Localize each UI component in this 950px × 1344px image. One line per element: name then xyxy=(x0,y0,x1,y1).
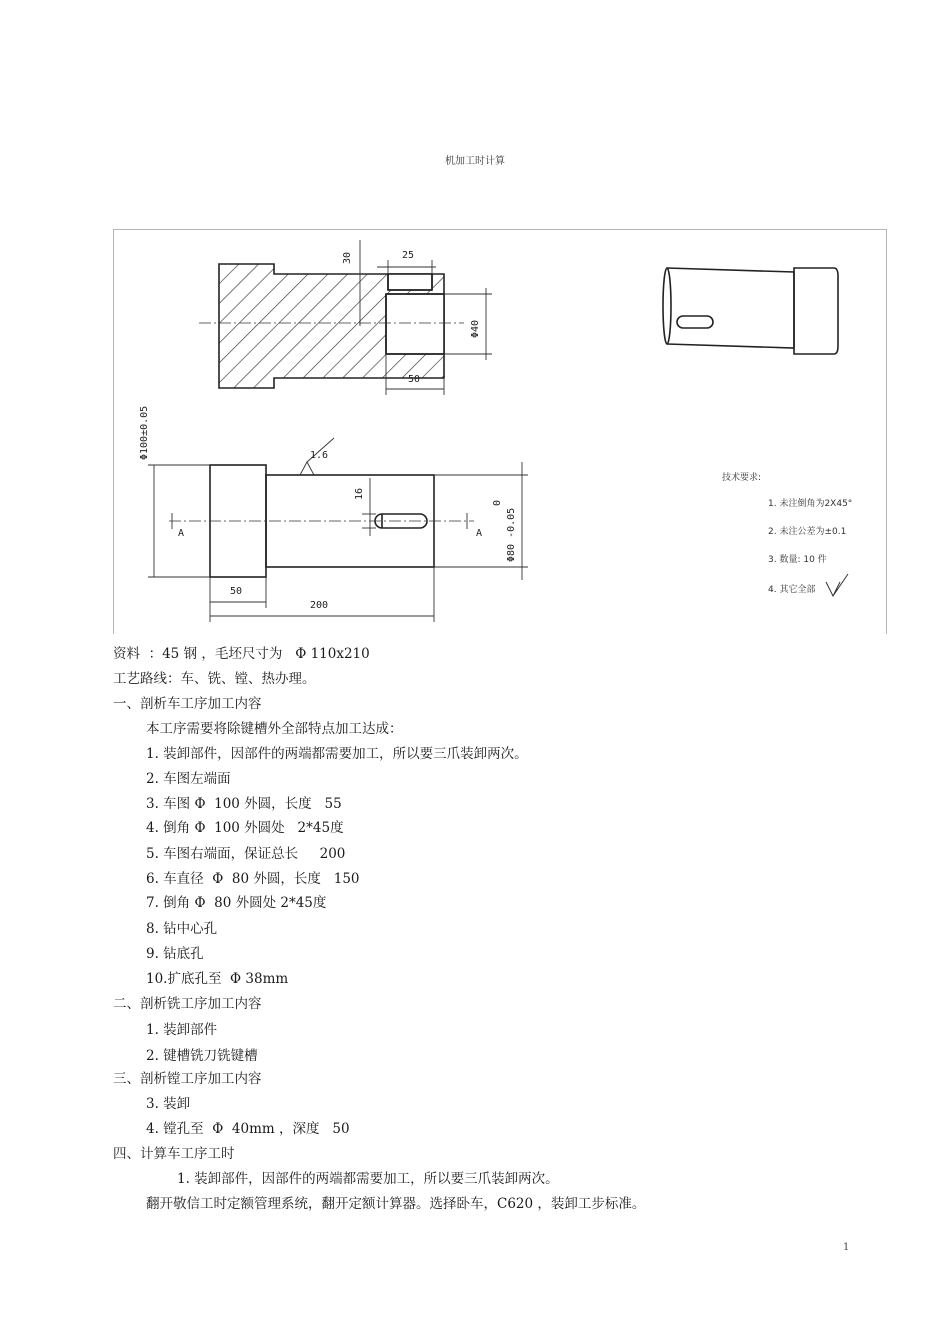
section-1-intro: 本工序需要将除键槽外全部特点加工达成： xyxy=(146,721,403,737)
list-item: 3. 装卸 xyxy=(146,1096,191,1112)
dim-200: 200 xyxy=(310,600,329,611)
section-3-heading: 三、剖析镗工序加工内容 xyxy=(113,1071,262,1087)
drawing-canvas xyxy=(114,230,886,634)
dim-50-top: 50 xyxy=(408,374,421,385)
dim-phi80-tol: 0 xyxy=(492,499,503,506)
list-item: 7. 倒角 Φ 80 外圆处 2*45度 xyxy=(146,895,327,911)
dim-phi40: Φ40 xyxy=(470,319,481,338)
page-title: 机加工时计算 xyxy=(445,156,505,167)
list-item: 2. 车图左端面 xyxy=(146,771,231,787)
list-item: 1. 装卸部件，因部件的两端都需要加工，所以要三爪装卸两次。 xyxy=(146,746,528,762)
front-dimensions xyxy=(148,438,528,622)
list-item: 9. 钻底孔 xyxy=(146,946,204,962)
list-item: 8. 钻中心孔 xyxy=(146,921,218,937)
dim-30: 30 xyxy=(342,251,353,264)
list-item: 3. 车图 Φ 100 外圆，长度 55 xyxy=(146,796,342,812)
list-item: 4. 镗孔至 Φ 40mm ，深度 50 xyxy=(146,1121,350,1137)
paragraph: 翻开敬信工时定额管理系统，翻开定额计算器。选择卧车，C620 ，装卸工步标准。 xyxy=(146,1196,646,1212)
dim-25: 25 xyxy=(402,250,415,261)
list-item: 2. 键槽铣刀铣键槽 xyxy=(146,1048,258,1064)
list-item: 5. 车图右端面，保证总长 200 xyxy=(146,846,346,862)
section-1-heading: 一、剖析车工序加工内容 xyxy=(113,696,262,712)
material-line: 资料 ：45 钢 ，毛坯尺寸为 Φ 110x210 xyxy=(113,646,370,662)
list-item: 4. 倒角 Φ 100 外圆处 2*45度 xyxy=(146,820,344,836)
page-number: 1 xyxy=(843,1242,850,1253)
section-view xyxy=(219,264,444,388)
technical-notes xyxy=(722,471,852,596)
list-item: 1. 装卸部件 xyxy=(146,1022,218,1038)
roughness-icon xyxy=(826,574,848,596)
list-item: 6. 车直径 Φ 80 外圆，长度 150 xyxy=(146,871,360,887)
section-4-heading: 四、计算车工序工时 xyxy=(113,1146,235,1162)
section-label-a-right: A xyxy=(476,528,483,539)
roughness-symbol: 1.6 xyxy=(310,450,329,461)
section-2-heading: 二、剖析铣工序加工内容 xyxy=(113,996,262,1012)
note-item: 1. 未注倒角为2X45° xyxy=(768,499,853,509)
note-item: 3. 数量: 10 件 xyxy=(768,555,827,565)
process-route-line: 工艺路线：车、铣、镗、热办理。 xyxy=(113,671,316,687)
dim-50-bottom: 50 xyxy=(230,586,243,597)
dim-phi80: Φ80 -0.05 xyxy=(506,507,517,562)
note-item: 4. 其它全部 xyxy=(768,585,816,595)
list-item: 10.扩底孔至 Φ 38mm xyxy=(146,971,289,987)
notes-heading: 技术要求: xyxy=(722,473,762,483)
list-item: 1. 装卸部件，因部件的两端都需要加工，所以要三爪装卸两次。 xyxy=(177,1171,559,1187)
isometric-view xyxy=(663,268,838,354)
dim-16: 16 xyxy=(354,487,365,500)
note-item: 2. 未注公差为±0.1 xyxy=(768,527,847,537)
engineering-drawing xyxy=(113,229,887,634)
section-label-a-left: A xyxy=(178,528,185,539)
dim-phi100: Φ100±0.05 xyxy=(139,405,150,460)
